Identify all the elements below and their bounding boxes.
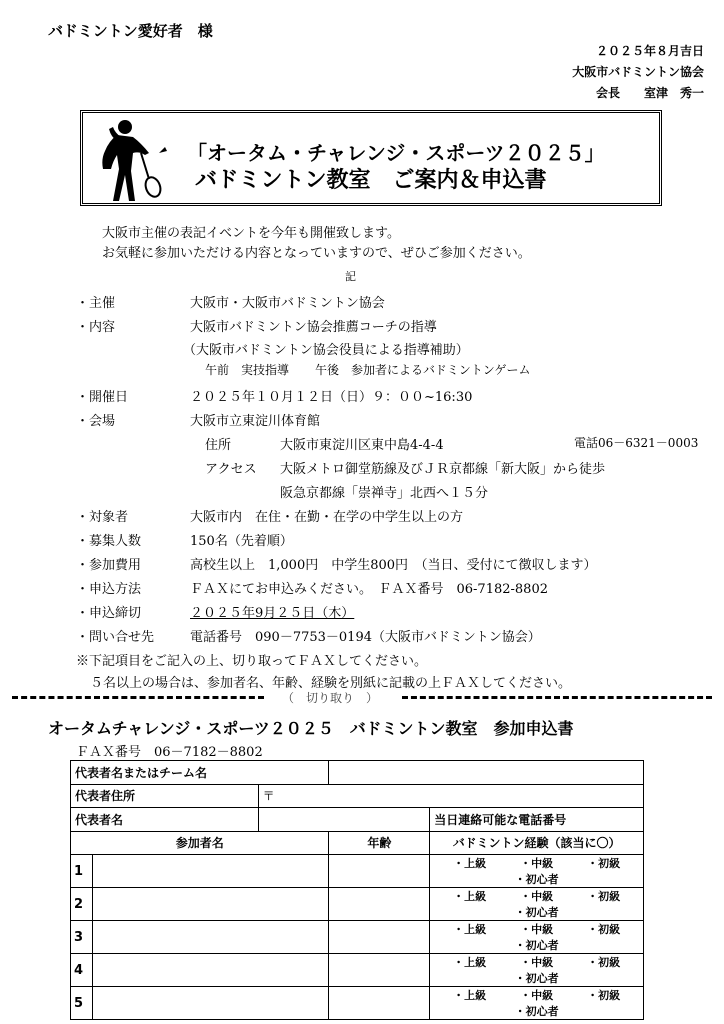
method-value: ＦＡＸにてお申込みください。 ＦＡＸ番号 06-7182-8802 — [190, 582, 548, 597]
level-novice[interactable]: ・初心者 — [514, 1005, 559, 1018]
rep-name-label: 代表者名またはチーム名 — [71, 761, 329, 785]
form-fax-number: ＦＡＸ番号 06－7182－8802 — [76, 745, 263, 760]
experience-options[interactable] — [430, 987, 644, 1020]
note-line-1: ※下記項目をご記入の上、切り取ってＦＡＸしてください。 — [76, 654, 428, 669]
participant-header: 参加者名 — [71, 831, 329, 855]
capacity-label: ・募集人数 — [76, 534, 142, 549]
fee-value: 高校生以上 1,000円 中学生800円 （当日、受付にて徴収します） — [190, 558, 597, 573]
level-advanced[interactable]: ・上級 — [453, 923, 487, 936]
notation-mark: 記 — [345, 270, 356, 283]
venue-phone: 電話06－6321－0003 — [574, 436, 699, 450]
level-novice[interactable]: ・初心者 — [514, 873, 559, 886]
content-label: ・内容 — [76, 320, 116, 335]
level-advanced[interactable]: ・上級 — [453, 890, 487, 903]
address-value: 大阪市東淀川区東中島4-4-4 — [280, 438, 444, 453]
target-label: ・対象者 — [76, 510, 129, 525]
level-intermediate[interactable]: ・中級 — [520, 890, 554, 903]
experience-options[interactable] — [430, 888, 644, 921]
participant-name-field[interactable] — [92, 987, 328, 1020]
level-advanced[interactable]: ・上級 — [453, 956, 487, 969]
level-beginner[interactable]: ・初級 — [587, 989, 621, 1002]
access-label: アクセス — [205, 462, 257, 477]
address-label: 住所 — [205, 438, 232, 453]
level-intermediate[interactable]: ・中級 — [520, 989, 554, 1002]
participant-row — [71, 987, 644, 1020]
participant-name-field[interactable] — [92, 921, 328, 954]
level-beginner[interactable]: ・初級 — [587, 956, 621, 969]
rep-label: 代表者名 — [71, 808, 259, 832]
row-number: 2 — [71, 888, 93, 921]
access-route-2: 阪急京都線「崇禅寺」北西へ１５分 — [280, 486, 489, 501]
level-intermediate[interactable]: ・中級 — [520, 923, 554, 936]
experience-header: バドミントン経験（該当に〇） — [430, 831, 644, 855]
age-header: 年齢 — [329, 831, 430, 855]
method-label: ・申込方法 — [76, 582, 142, 597]
level-novice[interactable]: ・初心者 — [514, 939, 559, 952]
level-intermediate[interactable]: ・中級 — [520, 956, 554, 969]
title-line-1: 「オータム・チャレンジ・スポーツ２０２５」 — [187, 141, 605, 165]
content-sub: （大阪市バドミントン協会役員による指導補助） — [183, 343, 469, 358]
form-row-rep-address — [71, 784, 644, 808]
deadline-value: ２０２５年9月２５日（木） — [190, 606, 355, 621]
target-value: 大阪市内 在住・在勤・在学の中学生以上の方 — [190, 510, 464, 525]
experience-options[interactable] — [430, 921, 644, 954]
venue-label: ・会場 — [76, 414, 116, 429]
participant-name-field[interactable] — [92, 888, 328, 921]
content-morning: 午前 実技指導 — [205, 363, 290, 377]
phone-label: 当日連絡可能な電話番号 — [430, 808, 644, 832]
row-number: 5 — [71, 987, 93, 1020]
date-value: ２０２５年１０月１２日（日）９：００~16:30 — [190, 390, 473, 405]
participant-row — [71, 855, 644, 888]
form-header-row — [71, 831, 644, 855]
capacity-value: 150名（先着順） — [190, 534, 293, 549]
rep-address-label: 代表者住所 — [71, 784, 259, 808]
rep-address-field[interactable] — [258, 784, 643, 808]
fee-label: ・参加費用 — [76, 558, 142, 573]
participant-age-field[interactable] — [329, 921, 430, 954]
content-value: 大阪市バドミントン協会推薦コーチの指導 — [190, 320, 437, 335]
participant-age-field[interactable] — [329, 855, 430, 888]
rep-name-field[interactable] — [329, 761, 644, 785]
intro-line-1: 大阪市主催の表記イベントを今年も開催致します。 — [102, 226, 400, 241]
inquiry-label: ・問い合せ先 — [76, 630, 155, 645]
level-intermediate[interactable]: ・中級 — [520, 857, 554, 870]
organization-name: 大阪市バドミントン協会 — [572, 65, 704, 79]
title-box — [80, 110, 662, 206]
participant-age-field[interactable] — [329, 987, 430, 1020]
content-afternoon: 午後 参加者によるバドミントンゲーム — [315, 363, 531, 377]
participant-age-field[interactable] — [329, 954, 430, 987]
note-line-2: ５名以上の場合は、参加者名、年齢、経験を別紙に記載の上ＦＡＸしてください。 — [90, 676, 572, 691]
form-title: オータムチャレンジ・スポーツ２０２５ バドミントン教室 参加申込書 — [48, 719, 574, 738]
experience-options[interactable] — [430, 855, 644, 888]
participant-age-field[interactable] — [329, 888, 430, 921]
row-number: 3 — [71, 921, 93, 954]
form-row-rep — [71, 808, 644, 832]
level-advanced[interactable]: ・上級 — [453, 857, 487, 870]
title-line-2: バドミントン教室 ご案内＆申込書 — [195, 168, 547, 193]
badminton-player-icon — [91, 117, 171, 203]
row-number: 1 — [71, 855, 93, 888]
level-novice[interactable]: ・初心者 — [514, 972, 559, 985]
level-advanced[interactable]: ・上級 — [453, 989, 487, 1002]
cut-line — [12, 692, 712, 704]
deadline-label: ・申込締切 — [76, 606, 142, 621]
intro-line-2: お気軽に参加いただける内容となっていますので、ぜひご参加ください。 — [102, 246, 531, 261]
addressee: バドミントン愛好者 様 — [48, 22, 213, 40]
signatory: 会長 室津 秀一 — [595, 86, 704, 100]
participant-name-field[interactable] — [92, 954, 328, 987]
cut-dash-right — [402, 696, 712, 699]
application-form-table — [70, 760, 644, 1020]
level-beginner[interactable]: ・初級 — [587, 890, 621, 903]
participant-row — [71, 888, 644, 921]
level-novice[interactable]: ・初心者 — [514, 906, 559, 919]
form-row-rep-name — [71, 761, 644, 785]
venue-value: 大阪市立東淀川体育館 — [190, 414, 321, 429]
inquiry-value: 電話番号 090－7753－0194（大阪市バドミントン協会） — [190, 630, 541, 645]
level-beginner[interactable]: ・初級 — [587, 923, 621, 936]
cut-dash-left — [12, 696, 264, 699]
participant-row — [71, 954, 644, 987]
access-route-1: 大阪メトロ御堂筋線及びＪＲ京都線「新大阪」から徒歩 — [280, 462, 606, 477]
cut-label: （ 切り取り ） — [282, 691, 379, 705]
participant-name-field[interactable] — [92, 855, 328, 888]
level-beginner[interactable]: ・初級 — [587, 857, 621, 870]
row-number: 4 — [71, 954, 93, 987]
date-label: ・開催日 — [76, 390, 129, 405]
participant-row — [71, 921, 644, 954]
host-label: ・主催 — [76, 296, 116, 311]
rep-field[interactable] — [258, 808, 430, 832]
issue-date: ２０２５年８月吉日 — [595, 44, 704, 58]
postal-mark: 〒 — [262, 789, 275, 804]
host-value: 大阪市・大阪市バドミントン協会 — [190, 296, 385, 311]
experience-options[interactable] — [430, 954, 644, 987]
